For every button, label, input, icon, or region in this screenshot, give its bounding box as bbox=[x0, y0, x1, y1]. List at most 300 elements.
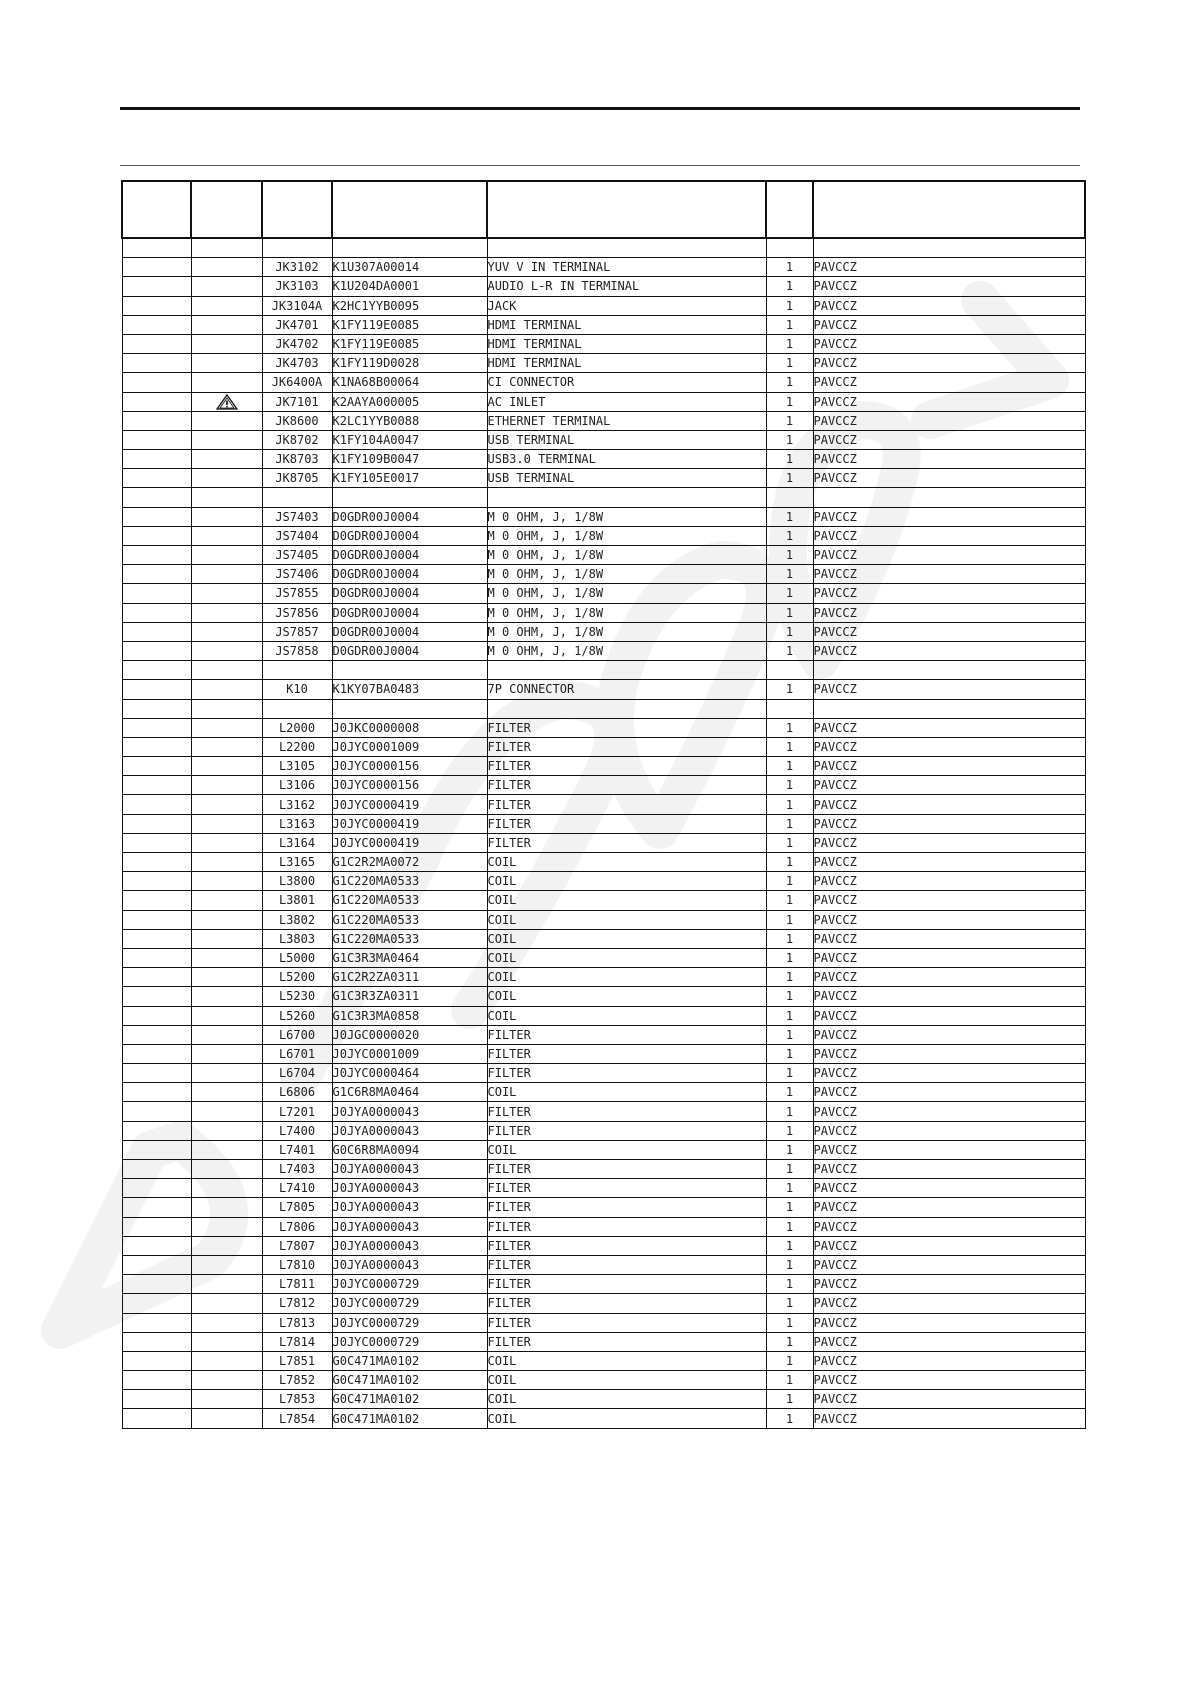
part-no-cell: G1C2R2ZA0311 bbox=[332, 968, 487, 987]
ref-no-cell: L6704 bbox=[262, 1064, 332, 1083]
table-row bbox=[122, 680, 1085, 699]
quantity-cell: 1 bbox=[766, 1371, 813, 1390]
table-row bbox=[122, 1371, 1085, 1390]
quantity-cell: 1 bbox=[766, 929, 813, 948]
ref-no-cell: L7852 bbox=[262, 1371, 332, 1390]
part-no-cell: J0JKC0000008 bbox=[332, 718, 487, 737]
ref-no-cell bbox=[262, 661, 332, 680]
remarks-cell: PAVCCZ bbox=[813, 1294, 1085, 1313]
part-no-cell: J0JYC0000419 bbox=[332, 814, 487, 833]
table-row bbox=[122, 1179, 1085, 1198]
part-no-cell: G1C220MA0533 bbox=[332, 910, 487, 929]
mark-cell bbox=[191, 1332, 262, 1351]
remarks-cell: PAVCCZ bbox=[813, 1006, 1085, 1025]
mark-cell bbox=[191, 1236, 262, 1255]
quantity-cell: 1 bbox=[766, 526, 813, 545]
table-header-row bbox=[122, 181, 1085, 238]
mark-cell bbox=[191, 968, 262, 987]
mark-cell bbox=[191, 526, 262, 545]
description-cell: FILTER bbox=[487, 833, 766, 852]
part-no-cell: J0JYC0000156 bbox=[332, 757, 487, 776]
description-cell: M 0 OHM, J, 1/8W bbox=[487, 565, 766, 584]
safety-cell bbox=[122, 507, 191, 526]
part-no-cell: D0GDR00J0004 bbox=[332, 603, 487, 622]
safety-cell bbox=[122, 776, 191, 795]
part-no-cell: G0C471MA0102 bbox=[332, 1390, 487, 1409]
part-no-cell: J0JYC0000729 bbox=[332, 1294, 487, 1313]
part-no-cell bbox=[332, 699, 487, 718]
table-row bbox=[122, 1390, 1085, 1409]
description-cell: AUDIO L-R IN TERMINAL bbox=[487, 277, 766, 296]
remarks-cell: PAVCCZ bbox=[813, 565, 1085, 584]
part-no-cell: G0C471MA0102 bbox=[332, 1409, 487, 1428]
remarks-cell: PAVCCZ bbox=[813, 1064, 1085, 1083]
quantity-cell: 1 bbox=[766, 546, 813, 565]
safety-cell bbox=[122, 853, 191, 872]
remarks-cell: PAVCCZ bbox=[813, 258, 1085, 277]
quantity-cell: 1 bbox=[766, 392, 813, 411]
quantity-cell bbox=[766, 661, 813, 680]
mark-cell bbox=[191, 1198, 262, 1217]
mark-cell bbox=[191, 872, 262, 891]
table-row bbox=[122, 584, 1085, 603]
remarks-cell: PAVCCZ bbox=[813, 641, 1085, 660]
table-row bbox=[122, 1217, 1085, 1236]
safety-cell bbox=[122, 1236, 191, 1255]
table-row bbox=[122, 776, 1085, 795]
remarks-cell: PAVCCZ bbox=[813, 373, 1085, 392]
ref-no-cell: JK3103 bbox=[262, 277, 332, 296]
safety-cell bbox=[122, 334, 191, 353]
part-no-cell: J0JYC0000419 bbox=[332, 795, 487, 814]
quantity-cell: 1 bbox=[766, 795, 813, 814]
part-no-cell: G1C6R8MA0464 bbox=[332, 1083, 487, 1102]
table-row bbox=[122, 565, 1085, 584]
description-cell: FILTER bbox=[487, 1025, 766, 1044]
header-cell-4 bbox=[332, 181, 487, 238]
remarks-cell: PAVCCZ bbox=[813, 315, 1085, 334]
table-row bbox=[122, 1255, 1085, 1274]
mark-cell bbox=[191, 1255, 262, 1274]
part-no-cell bbox=[332, 488, 487, 507]
quantity-cell: 1 bbox=[766, 1006, 813, 1025]
quantity-cell: 1 bbox=[766, 1121, 813, 1140]
description-cell: COIL bbox=[487, 1351, 766, 1370]
ref-no-cell: JS7404 bbox=[262, 526, 332, 545]
safety-cell bbox=[122, 565, 191, 584]
description-cell: FILTER bbox=[487, 1160, 766, 1179]
ref-no-cell: L6806 bbox=[262, 1083, 332, 1102]
quantity-cell: 1 bbox=[766, 450, 813, 469]
remarks-cell: PAVCCZ bbox=[813, 1371, 1085, 1390]
remarks-cell bbox=[813, 699, 1085, 718]
safety-cell bbox=[122, 622, 191, 641]
safety-cell bbox=[122, 1179, 191, 1198]
mark-cell bbox=[191, 1275, 262, 1294]
remarks-cell: PAVCCZ bbox=[813, 718, 1085, 737]
mark-cell bbox=[191, 833, 262, 852]
mark-cell bbox=[191, 737, 262, 756]
mark-cell bbox=[191, 1390, 262, 1409]
part-no-cell: D0GDR00J0004 bbox=[332, 565, 487, 584]
quantity-cell: 1 bbox=[766, 1064, 813, 1083]
safety-cell bbox=[122, 238, 191, 258]
table-row bbox=[122, 833, 1085, 852]
quantity-cell: 1 bbox=[766, 1083, 813, 1102]
part-no-cell: K1U204DA0001 bbox=[332, 277, 487, 296]
safety-cell bbox=[122, 1083, 191, 1102]
quantity-cell: 1 bbox=[766, 968, 813, 987]
table-row bbox=[122, 1332, 1085, 1351]
part-no-cell: G1C3R3ZA0311 bbox=[332, 987, 487, 1006]
safety-cell bbox=[122, 680, 191, 699]
part-no-cell: K1U307A00014 bbox=[332, 258, 487, 277]
mark-cell bbox=[191, 1351, 262, 1370]
remarks-cell: PAVCCZ bbox=[813, 1217, 1085, 1236]
ref-no-cell: JS7856 bbox=[262, 603, 332, 622]
description-cell: USB TERMINAL bbox=[487, 469, 766, 488]
table-gap-row bbox=[122, 238, 1085, 258]
description-cell: COIL bbox=[487, 968, 766, 987]
part-no-cell: G0C6R8MA0094 bbox=[332, 1140, 487, 1159]
quantity-cell: 1 bbox=[766, 1179, 813, 1198]
part-no-cell: D0GDR00J0004 bbox=[332, 526, 487, 545]
quantity-cell: 1 bbox=[766, 1294, 813, 1313]
header-rule bbox=[120, 107, 1080, 110]
description-cell: USB TERMINAL bbox=[487, 430, 766, 449]
remarks-cell: PAVCCZ bbox=[813, 622, 1085, 641]
mark-cell bbox=[191, 334, 262, 353]
quantity-cell: 1 bbox=[766, 373, 813, 392]
description-cell: M 0 OHM, J, 1/8W bbox=[487, 507, 766, 526]
table-row bbox=[122, 757, 1085, 776]
safety-cell bbox=[122, 373, 191, 392]
part-no-cell: J0JYA0000043 bbox=[332, 1102, 487, 1121]
mark-cell bbox=[191, 1294, 262, 1313]
ref-no-cell: L5230 bbox=[262, 987, 332, 1006]
part-no-cell: G1C3R3MA0858 bbox=[332, 1006, 487, 1025]
description-cell: FILTER bbox=[487, 1121, 766, 1140]
table-row bbox=[122, 411, 1085, 430]
table-row bbox=[122, 718, 1085, 737]
remarks-cell: PAVCCZ bbox=[813, 1044, 1085, 1063]
remarks-cell: PAVCCZ bbox=[813, 507, 1085, 526]
safety-cell bbox=[122, 430, 191, 449]
safety-cell bbox=[122, 1140, 191, 1159]
safety-cell bbox=[122, 411, 191, 430]
safety-cell bbox=[122, 469, 191, 488]
ref-no-cell: L7201 bbox=[262, 1102, 332, 1121]
table-row bbox=[122, 1409, 1085, 1428]
safety-cell bbox=[122, 526, 191, 545]
mark-cell bbox=[191, 853, 262, 872]
remarks-cell: PAVCCZ bbox=[813, 430, 1085, 449]
part-no-cell: K1FY119E0085 bbox=[332, 334, 487, 353]
remarks-cell: PAVCCZ bbox=[813, 776, 1085, 795]
remarks-cell: PAVCCZ bbox=[813, 929, 1085, 948]
header-cell-5 bbox=[487, 181, 766, 238]
table-row bbox=[122, 968, 1085, 987]
remarks-cell: PAVCCZ bbox=[813, 526, 1085, 545]
description-cell: COIL bbox=[487, 948, 766, 967]
ref-no-cell: JK4702 bbox=[262, 334, 332, 353]
header-cell-1 bbox=[122, 181, 191, 238]
safety-cell bbox=[122, 488, 191, 507]
description-cell: COIL bbox=[487, 1390, 766, 1409]
mark-cell bbox=[191, 1102, 262, 1121]
quantity-cell: 1 bbox=[766, 258, 813, 277]
quantity-cell: 1 bbox=[766, 757, 813, 776]
remarks-cell: PAVCCZ bbox=[813, 1332, 1085, 1351]
quantity-cell: 1 bbox=[766, 430, 813, 449]
mark-cell bbox=[191, 430, 262, 449]
table-row bbox=[122, 258, 1085, 277]
table-row bbox=[122, 603, 1085, 622]
table-row bbox=[122, 315, 1085, 334]
ref-no-cell: JS7858 bbox=[262, 641, 332, 660]
ref-no-cell: L3162 bbox=[262, 795, 332, 814]
header-cell-2 bbox=[191, 181, 262, 238]
quantity-cell: 1 bbox=[766, 1198, 813, 1217]
part-no-cell: J0JYC0000729 bbox=[332, 1332, 487, 1351]
description-cell: YUV V IN TERMINAL bbox=[487, 258, 766, 277]
ref-no-cell: JS7855 bbox=[262, 584, 332, 603]
description-cell: 7P CONNECTOR bbox=[487, 680, 766, 699]
table-row bbox=[122, 1275, 1085, 1294]
quantity-cell: 1 bbox=[766, 833, 813, 852]
mark-cell bbox=[191, 603, 262, 622]
remarks-cell: PAVCCZ bbox=[813, 910, 1085, 929]
part-no-cell: G1C220MA0533 bbox=[332, 891, 487, 910]
mark-cell bbox=[191, 1313, 262, 1332]
safety-cell bbox=[122, 1044, 191, 1063]
quantity-cell: 1 bbox=[766, 814, 813, 833]
quantity-cell: 1 bbox=[766, 315, 813, 334]
quantity-cell: 1 bbox=[766, 718, 813, 737]
quantity-cell: 1 bbox=[766, 680, 813, 699]
quantity-cell bbox=[766, 238, 813, 258]
mark-cell bbox=[191, 1083, 262, 1102]
description-cell: COIL bbox=[487, 891, 766, 910]
quantity-cell: 1 bbox=[766, 891, 813, 910]
quantity-cell: 1 bbox=[766, 1140, 813, 1159]
quantity-cell: 1 bbox=[766, 737, 813, 756]
remarks-cell: PAVCCZ bbox=[813, 1179, 1085, 1198]
part-no-cell: J0JYA0000043 bbox=[332, 1121, 487, 1140]
ref-no-cell: L7807 bbox=[262, 1236, 332, 1255]
ref-no-cell: L2200 bbox=[262, 737, 332, 756]
part-no-cell: K1NA68B00064 bbox=[332, 373, 487, 392]
safety-cell bbox=[122, 1025, 191, 1044]
ref-no-cell: K10 bbox=[262, 680, 332, 699]
mark-cell bbox=[191, 757, 262, 776]
part-no-cell: G1C220MA0533 bbox=[332, 929, 487, 948]
part-no-cell: K2LC1YYB0088 bbox=[332, 411, 487, 430]
table-row bbox=[122, 450, 1085, 469]
description-cell: HDMI TERMINAL bbox=[487, 334, 766, 353]
part-no-cell: J0JYA0000043 bbox=[332, 1236, 487, 1255]
remarks-cell bbox=[813, 661, 1085, 680]
table-row bbox=[122, 392, 1085, 411]
remarks-cell: PAVCCZ bbox=[813, 603, 1085, 622]
mark-cell bbox=[191, 1371, 262, 1390]
ref-no-cell: L7401 bbox=[262, 1140, 332, 1159]
description-cell: CI CONNECTOR bbox=[487, 373, 766, 392]
safety-cell bbox=[122, 910, 191, 929]
safety-cell bbox=[122, 1255, 191, 1274]
part-no-cell: K2AAYA000005 bbox=[332, 392, 487, 411]
table-row bbox=[122, 1351, 1085, 1370]
part-no-cell: K1FY119E0085 bbox=[332, 315, 487, 334]
safety-cell bbox=[122, 1332, 191, 1351]
table-row bbox=[122, 872, 1085, 891]
mark-cell bbox=[191, 699, 262, 718]
remarks-cell: PAVCCZ bbox=[813, 1025, 1085, 1044]
ref-no-cell: L7853 bbox=[262, 1390, 332, 1409]
mark-cell bbox=[191, 1064, 262, 1083]
safety-cell bbox=[122, 450, 191, 469]
part-no-cell: J0JYA0000043 bbox=[332, 1255, 487, 1274]
remarks-cell bbox=[813, 488, 1085, 507]
mark-cell bbox=[191, 1121, 262, 1140]
description-cell: M 0 OHM, J, 1/8W bbox=[487, 603, 766, 622]
safety-cell bbox=[122, 948, 191, 967]
quantity-cell: 1 bbox=[766, 334, 813, 353]
safety-cell bbox=[122, 929, 191, 948]
description-cell: M 0 OHM, J, 1/8W bbox=[487, 641, 766, 660]
ref-no-cell: JK8702 bbox=[262, 430, 332, 449]
safety-cell bbox=[122, 354, 191, 373]
mark-cell bbox=[191, 718, 262, 737]
safety-cell bbox=[122, 1409, 191, 1428]
remarks-cell: PAVCCZ bbox=[813, 1255, 1085, 1274]
description-cell: COIL bbox=[487, 910, 766, 929]
table-row bbox=[122, 1006, 1085, 1025]
part-no-cell: J0JYA0000043 bbox=[332, 1198, 487, 1217]
quantity-cell: 1 bbox=[766, 1409, 813, 1428]
part-no-cell: K1KY07BA0483 bbox=[332, 680, 487, 699]
mark-cell bbox=[191, 238, 262, 258]
mark-cell bbox=[191, 1217, 262, 1236]
safety-cell bbox=[122, 891, 191, 910]
part-no-cell: K1FY109B0047 bbox=[332, 450, 487, 469]
safety-cell bbox=[122, 258, 191, 277]
table-row bbox=[122, 507, 1085, 526]
safety-cell bbox=[122, 757, 191, 776]
description-cell: COIL bbox=[487, 929, 766, 948]
safety-cell bbox=[122, 872, 191, 891]
part-no-cell bbox=[332, 238, 487, 258]
table-row bbox=[122, 795, 1085, 814]
part-no-cell: K1FY105E0017 bbox=[332, 469, 487, 488]
table-row bbox=[122, 1044, 1085, 1063]
ref-no-cell: JK3104A bbox=[262, 296, 332, 315]
ref-no-cell: L7400 bbox=[262, 1121, 332, 1140]
parts-body bbox=[122, 238, 1085, 1428]
part-no-cell: J0JYC0000464 bbox=[332, 1064, 487, 1083]
safety-cell bbox=[122, 1390, 191, 1409]
table-gap-row bbox=[122, 699, 1085, 718]
table-row bbox=[122, 1025, 1085, 1044]
table-row bbox=[122, 1140, 1085, 1159]
remarks-cell: PAVCCZ bbox=[813, 392, 1085, 411]
safety-cell bbox=[122, 718, 191, 737]
safety-cell bbox=[122, 699, 191, 718]
safety-cell bbox=[122, 1313, 191, 1332]
ref-no-cell: JK6400A bbox=[262, 373, 332, 392]
quantity-cell: 1 bbox=[766, 469, 813, 488]
quantity-cell: 1 bbox=[766, 641, 813, 660]
remarks-cell: PAVCCZ bbox=[813, 853, 1085, 872]
description-cell: FILTER bbox=[487, 1217, 766, 1236]
ref-no-cell: JS7403 bbox=[262, 507, 332, 526]
part-no-cell: G1C220MA0533 bbox=[332, 872, 487, 891]
ref-no-cell: JK8705 bbox=[262, 469, 332, 488]
remarks-cell: PAVCCZ bbox=[813, 1198, 1085, 1217]
mark-cell bbox=[191, 354, 262, 373]
ref-no-cell: L5260 bbox=[262, 1006, 332, 1025]
description-cell: FILTER bbox=[487, 737, 766, 756]
table-row bbox=[122, 641, 1085, 660]
remarks-cell: PAVCCZ bbox=[813, 354, 1085, 373]
quantity-cell: 1 bbox=[766, 622, 813, 641]
table-gap-row bbox=[122, 488, 1085, 507]
part-no-cell: J0JYA0000043 bbox=[332, 1160, 487, 1179]
remarks-cell: PAVCCZ bbox=[813, 833, 1085, 852]
table-row bbox=[122, 853, 1085, 872]
remarks-cell bbox=[813, 238, 1085, 258]
description-cell: FILTER bbox=[487, 1313, 766, 1332]
description-cell: FILTER bbox=[487, 757, 766, 776]
ref-no-cell: JK4703 bbox=[262, 354, 332, 373]
table-row bbox=[122, 1313, 1085, 1332]
description-cell: COIL bbox=[487, 1083, 766, 1102]
description-cell: HDMI TERMINAL bbox=[487, 315, 766, 334]
ref-no-cell: L3800 bbox=[262, 872, 332, 891]
quantity-cell: 1 bbox=[766, 296, 813, 315]
header-cell-6 bbox=[766, 181, 813, 238]
description-cell: FILTER bbox=[487, 1236, 766, 1255]
description-cell: FILTER bbox=[487, 814, 766, 833]
part-no-cell: J0JGC0000020 bbox=[332, 1025, 487, 1044]
ref-no-cell: L6700 bbox=[262, 1025, 332, 1044]
quantity-cell: 1 bbox=[766, 1044, 813, 1063]
description-cell: FILTER bbox=[487, 1275, 766, 1294]
mark-cell bbox=[191, 680, 262, 699]
remarks-cell: PAVCCZ bbox=[813, 1140, 1085, 1159]
ref-no-cell: L3164 bbox=[262, 833, 332, 852]
mark-cell bbox=[191, 1409, 262, 1428]
description-cell: COIL bbox=[487, 987, 766, 1006]
safety-cell bbox=[122, 392, 191, 411]
mark-cell bbox=[191, 948, 262, 967]
safety-cell bbox=[122, 1294, 191, 1313]
description-cell: FILTER bbox=[487, 1102, 766, 1121]
description-cell: FILTER bbox=[487, 1332, 766, 1351]
part-no-cell: J0JYC0000729 bbox=[332, 1275, 487, 1294]
part-no-cell: D0GDR00J0004 bbox=[332, 584, 487, 603]
quantity-cell: 1 bbox=[766, 1025, 813, 1044]
table-row bbox=[122, 737, 1085, 756]
ref-no-cell: L2000 bbox=[262, 718, 332, 737]
quantity-cell: 1 bbox=[766, 948, 813, 967]
quantity-cell: 1 bbox=[766, 987, 813, 1006]
remarks-cell: PAVCCZ bbox=[813, 584, 1085, 603]
safety-cell bbox=[122, 737, 191, 756]
description-cell: FILTER bbox=[487, 776, 766, 795]
remarks-cell: PAVCCZ bbox=[813, 450, 1085, 469]
ref-no-cell: L3105 bbox=[262, 757, 332, 776]
